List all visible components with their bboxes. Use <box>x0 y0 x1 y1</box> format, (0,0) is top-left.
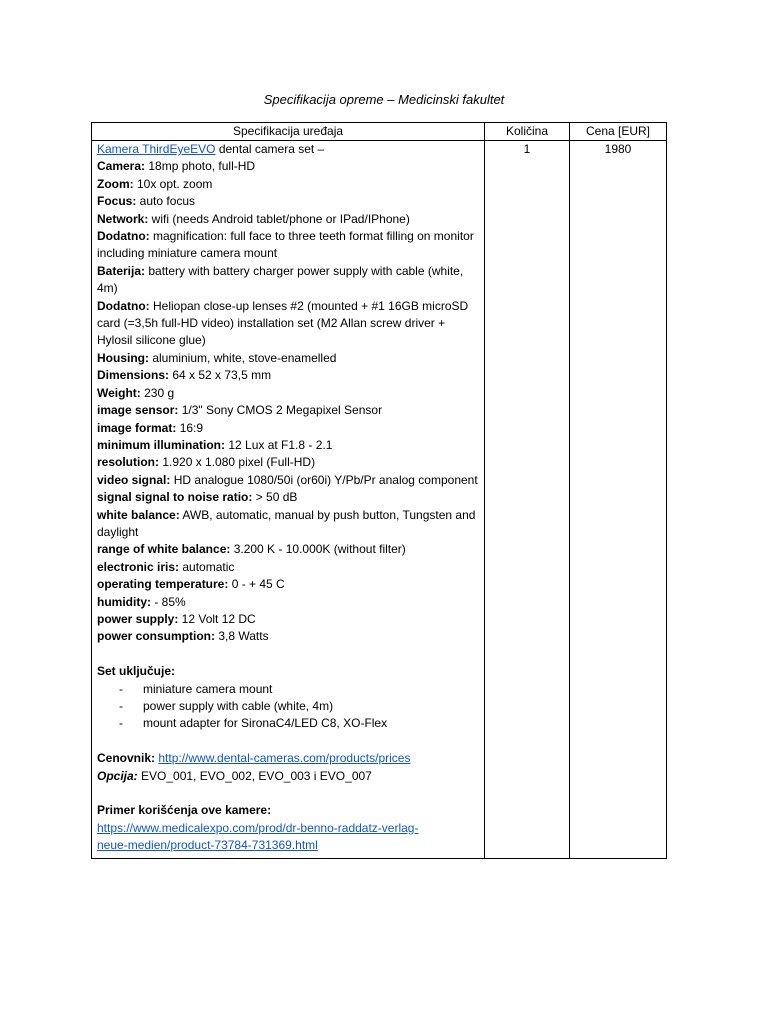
quantity-cell: 1 <box>485 141 570 859</box>
spec-label: power consumption: <box>97 629 215 644</box>
price-list-line <box>97 750 479 767</box>
spec-label: Dodatno: <box>97 298 150 313</box>
spec-line <box>97 576 479 593</box>
spec-label: video signal: <box>97 472 171 487</box>
spec-line <box>97 507 479 542</box>
spec-value: 16:9 <box>176 420 204 435</box>
spec-label: Focus: <box>97 194 137 209</box>
spec-line <box>97 489 479 506</box>
spec-label: image format: <box>97 420 177 435</box>
spec-line <box>97 541 479 558</box>
spec-line <box>97 367 479 384</box>
list-item-text: mount adapter for SironaC4/LED C8, XO-Flex <box>143 716 388 731</box>
spec-value: 3.200 K - 10.000K (without filter) <box>230 542 406 557</box>
spec-list <box>97 158 479 645</box>
bullet-dash: - <box>119 716 123 731</box>
spec-value: 3,8 Watts <box>215 629 269 644</box>
option-line <box>97 768 479 785</box>
spec-value: aluminium, white, stove-enamelled <box>149 350 337 365</box>
spec-label: resolution: <box>97 455 159 470</box>
spec-label: power supply: <box>97 611 179 626</box>
spec-line <box>97 385 479 402</box>
price-list-link[interactable]: http://www.dental-cameras.com/products/prices <box>158 751 411 766</box>
spec-line <box>97 472 479 489</box>
spec-line <box>97 420 479 437</box>
example-link-part-1: https://www.medicalexpo.com/prod/dr-benno-raddatz-verlag- <box>97 820 419 835</box>
spec-value: 1.920 x 1.080 pixel (Full-HD) <box>159 455 316 470</box>
spec-value: 10x opt. zoom <box>133 176 213 191</box>
price-list-label: Cenovnik: <box>97 751 156 766</box>
spec-label: signal signal to noise ratio: <box>97 490 253 505</box>
spec-label: white balance: <box>97 507 180 522</box>
spec-line <box>97 158 479 175</box>
bullet-dash: - <box>119 681 123 696</box>
product-line <box>97 141 479 158</box>
spec-line <box>97 437 479 454</box>
spec-value: auto focus <box>136 194 196 209</box>
spec-value: 12 Lux at F1.8 - 2.1 <box>225 437 333 452</box>
spec-value: > 50 dB <box>252 490 298 505</box>
spec-line <box>97 193 479 210</box>
header-price: Cena [EUR] <box>570 123 667 141</box>
table-row <box>92 141 667 859</box>
set-includes-list <box>97 681 479 733</box>
document-title: Specifikacija opreme – Medicinski fakultet <box>263 92 505 107</box>
spec-label: image sensor: <box>97 403 179 418</box>
header-quantity: Količina <box>485 123 570 141</box>
spec-label: Baterija: <box>97 263 146 278</box>
spec-line <box>97 454 479 471</box>
list-item <box>97 681 479 698</box>
example-link[interactable] <box>97 820 479 855</box>
spec-label: humidity: <box>97 594 151 609</box>
spec-line <box>97 350 479 367</box>
option-value: EVO_001, EVO_002, EVO_003 i EVO_007 <box>137 768 372 783</box>
set-includes-label: Set uključuje: <box>97 664 176 679</box>
spec-line <box>97 402 479 419</box>
spec-value: Heliopan close-up lenses #2 (mounted + #1 16GB microSD card (=3,5h full-HD video) installation set (M2 Allan screw driver + Hylosil silicone glue) <box>97 298 469 348</box>
spec-line <box>97 176 479 193</box>
spec-value: battery with battery charger power supply with cable (white, 4m) <box>97 263 464 296</box>
spec-value: 1/3" Sony CMOS 2 Megapixel Sensor <box>178 403 383 418</box>
product-link[interactable]: Kamera ThirdEyeEVO <box>97 142 216 156</box>
spec-value: 230 g <box>140 385 175 400</box>
example-label: Primer korišćenja ove kamere: <box>97 803 272 818</box>
spec-value: magnification: full face to three teeth format filling on monitor including miniature camera mount <box>97 229 474 261</box>
specification-table <box>91 122 667 859</box>
spec-label: Dimensions: <box>97 368 170 383</box>
spec-line <box>97 228 479 263</box>
spec-value: 12 Volt 12 DC <box>178 611 256 626</box>
spec-label: minimum illumination: <box>97 437 225 452</box>
spec-value: HD analogue 1080/50i (or60i) Y/Pb/Pr analog component <box>170 472 478 487</box>
spec-line <box>97 559 479 576</box>
header-specification: Specifikacija uređaja <box>92 123 485 141</box>
spec-value: wifi (needs Android tablet/phone or IPad/IPhone) <box>148 211 410 226</box>
spec-label: Network: <box>97 211 149 226</box>
spec-value: - 85% <box>151 594 186 609</box>
table-header-row <box>92 123 667 141</box>
bullet-dash: - <box>119 698 123 713</box>
specification-cell <box>92 141 485 859</box>
list-item <box>97 698 479 715</box>
list-item <box>97 715 479 732</box>
spec-label: range of white balance: <box>97 542 231 557</box>
spec-label: Zoom: <box>97 176 134 191</box>
spec-value: 0 - + 45 C <box>228 577 285 592</box>
example-link-part-2: neue-medien/product-73784-731369.html <box>97 838 318 853</box>
spec-value: AWB, automatic, manual by push button, Tungsten and daylight <box>97 507 476 539</box>
spec-line <box>97 211 479 228</box>
spec-line <box>97 594 479 611</box>
spec-value: 18mp photo, full-HD <box>145 159 256 174</box>
list-item-text: miniature camera mount <box>143 681 273 696</box>
spec-value: 64 x 52 x 73,5 mm <box>169 368 272 383</box>
spec-line <box>97 263 479 298</box>
spec-label: Weight: <box>97 385 141 400</box>
spec-line <box>97 611 479 628</box>
spec-label: Dodatno: <box>97 229 150 244</box>
list-item-text: power supply with cable (white, 4m) <box>143 698 334 713</box>
spec-label: Housing: <box>97 350 149 365</box>
spec-label: operating temperature: <box>97 577 229 592</box>
option-label: Opcija: <box>97 768 138 783</box>
price-cell: 1980 <box>570 141 667 859</box>
spec-value: automatic <box>179 559 235 574</box>
spec-label: electronic iris: <box>97 559 180 574</box>
spec-label: Camera: <box>97 159 146 174</box>
product-description: dental camera set – <box>215 142 325 156</box>
spec-line <box>97 298 479 350</box>
spec-line <box>97 628 479 645</box>
